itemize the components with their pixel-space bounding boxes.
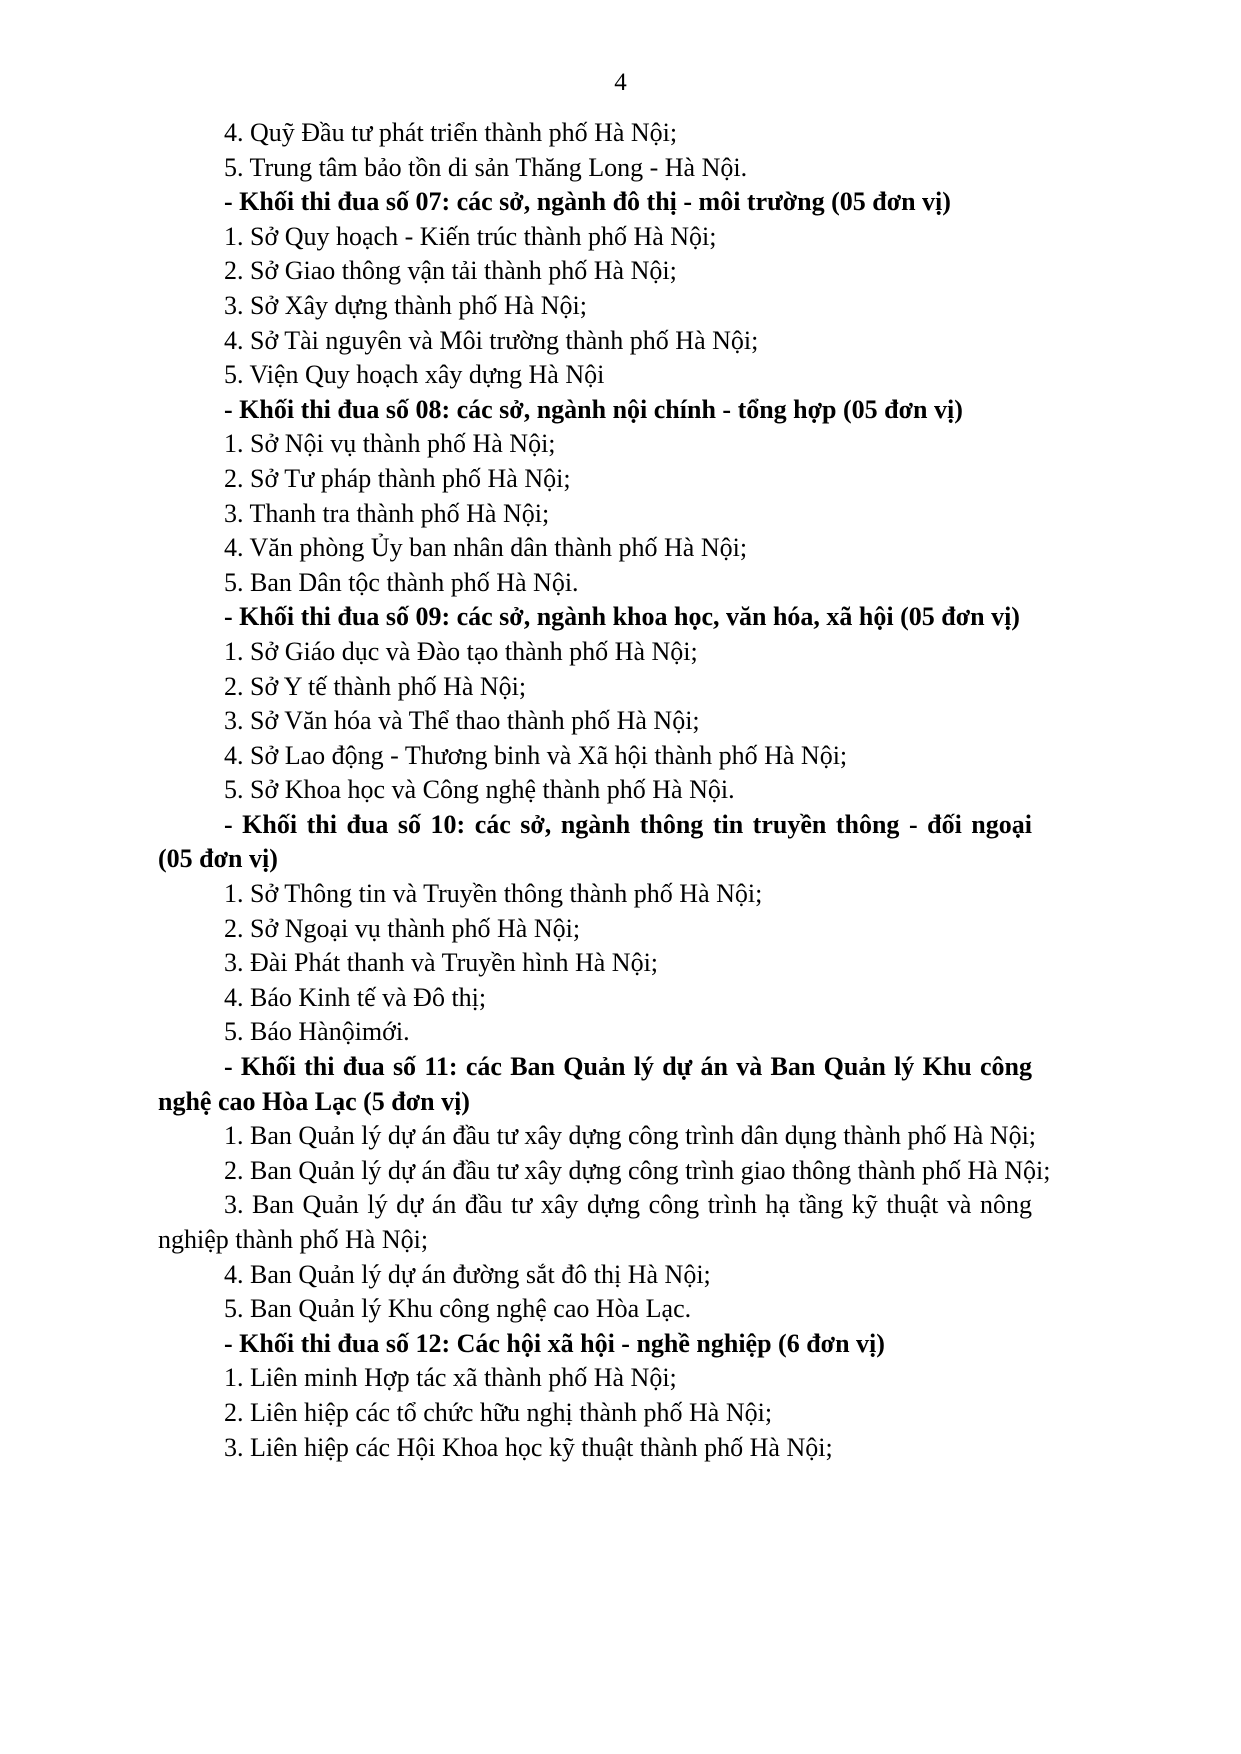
list-item-cont: nghiệp thành phố Hà Nội; — [158, 1225, 429, 1254]
list-item: 4. Văn phòng Ủy ban nhân dân thành phố Hà Nội; — [224, 533, 748, 563]
list-item: 1. Sở Nội vụ thành phố Hà Nội; — [224, 429, 556, 459]
list-item: 4. Báo Kinh tế và Đô thị; — [224, 982, 487, 1012]
list-item: 3. Thanh tra thành phố Hà Nội; — [224, 498, 550, 528]
list-item: 2. Sở Giao thông vận tải thành phố Hà Nội; — [224, 256, 677, 286]
list-item: 3. Đài Phát thanh và Truyền hình Hà Nội; — [224, 948, 659, 978]
list-item: 5. Báo Hànộimới. — [224, 1017, 410, 1047]
list-item: 1. Sở Giáo dục và Đào tạo thành phố Hà Nội; — [224, 636, 698, 666]
list-item: 3. Sở Xây dựng thành phố Hà Nội; — [224, 290, 587, 320]
list-item: 4. Sở Lao động - Thương binh và Xã hội thành phố Hà Nội; — [224, 740, 848, 770]
list-item: 4. Quỹ Đầu tư phát triển thành phố Hà Nội; — [224, 118, 678, 147]
list-item: 2. Ban Quản lý dự án đầu tư xây dựng công trình giao thông thành phố Hà Nội; — [224, 1155, 1051, 1185]
section-heading-07: - Khối thi đua số 07: các sở, ngành đô thị - môi trường (05 đơn vị) — [224, 187, 951, 217]
list-item: 3. Liên hiệp các Hội Khoa học kỹ thuật thành phố Hà Nội; — [224, 1432, 833, 1462]
section-heading-10-cont: (05 đơn vị) — [158, 844, 278, 874]
list-item: 5. Sở Khoa học và Công nghệ thành phố Hà Nội. — [224, 775, 735, 805]
list-item: 1. Sở Thông tin và Truyền thông thành phố Hà Nội; — [224, 879, 763, 909]
list-item: 2. Liên hiệp các tổ chức hữu nghị thành phố Hà Nội; — [224, 1397, 773, 1427]
section-heading-10: - Khối thi đua số 10: các sở, ngành thông tin truyền thông - đối ngoại — [224, 809, 1032, 839]
list-item: 1. Liên minh Hợp tác xã thành phố Hà Nội; — [224, 1363, 677, 1393]
list-item: 5. Ban Quản lý Khu công nghệ cao Hòa Lạc. — [224, 1294, 692, 1324]
section-heading-11-cont: nghệ cao Hòa Lạc (5 đơn vị) — [158, 1086, 470, 1116]
list-item: 5. Ban Dân tộc thành phố Hà Nội. — [224, 567, 579, 597]
section-heading-12: - Khối thi đua số 12: Các hội xã hội - nghề nghiệp (6 đơn vị) — [224, 1328, 885, 1358]
list-item: 4. Sở Tài nguyên và Môi trường thành phố Hà Nội; — [224, 325, 759, 355]
section-heading-11: - Khối thi đua số 11: các Ban Quản lý dự án và Ban Quản lý Khu công — [224, 1052, 1032, 1082]
list-item: 2. Sở Ngoại vụ thành phố Hà Nội; — [224, 913, 581, 943]
list-item: 3. Ban Quản lý dự án đầu tư xây dựng công trình hạ tầng kỹ thuật và nông — [224, 1190, 1032, 1220]
section-heading-09: - Khối thi đua số 09: các sở, ngành khoa học, văn hóa, xã hội (05 đơn vị) — [224, 602, 1020, 632]
list-item: 4. Ban Quản lý dự án đường sắt đô thị Hà Nội; — [224, 1259, 711, 1289]
list-item: 1. Sở Quy hoạch - Kiến trúc thành phố Hà Nội; — [224, 221, 717, 251]
list-item: 5. Trung tâm bảo tồn di sản Thăng Long - Hà Nội. — [224, 152, 748, 182]
page-number: 4 — [614, 69, 627, 96]
list-item: 1. Ban Quản lý dự án đầu tư xây dựng công trình dân dụng thành phố Hà Nội; — [224, 1121, 1037, 1151]
list-item: 3. Sở Văn hóa và Thể thao thành phố Hà Nội; — [224, 706, 700, 736]
list-item: 5. Viện Quy hoạch xây dựng Hà Nội — [224, 360, 605, 390]
list-item: 2. Sở Y tế thành phố Hà Nội; — [224, 671, 527, 701]
document-body — [158, 116, 1051, 1465]
section-heading-08: - Khối thi đua số 08: các sở, ngành nội chính - tổng hợp (05 đơn vị) — [224, 394, 963, 424]
list-item: 2. Sở Tư pháp thành phố Hà Nội; — [224, 463, 571, 493]
